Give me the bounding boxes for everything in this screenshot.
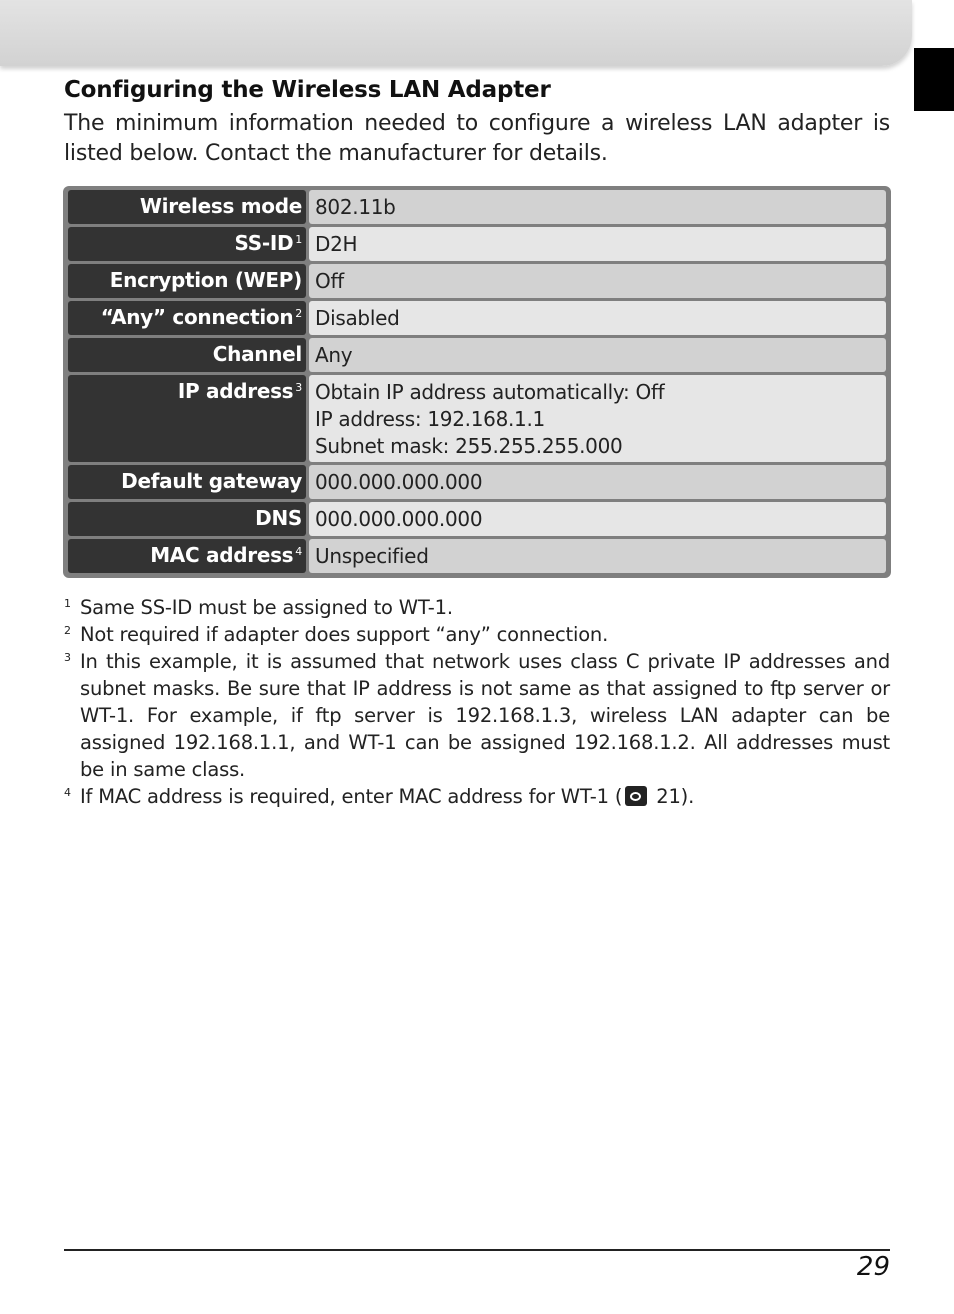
table-row (68, 301, 886, 335)
row-label-text: Encryption (WEP) (109, 268, 302, 292)
row-label-text: SS-ID (234, 231, 294, 255)
row-label-text: Default gateway (121, 469, 302, 493)
table-row (68, 338, 886, 372)
footnote-marker: 2 (295, 307, 302, 320)
row-label-text: “Any” connection (100, 305, 294, 329)
row-value-line: 000.000.000.000 (315, 507, 483, 531)
row-label (68, 190, 306, 224)
row-value-line: Disabled (315, 306, 400, 330)
row-label-text: DNS (255, 506, 302, 530)
row-label-text: MAC address (150, 543, 294, 567)
row-value (309, 264, 886, 298)
footnote-4 (64, 783, 890, 810)
row-value-line: D2H (315, 232, 358, 256)
row-label-text: Wireless mode (139, 194, 302, 218)
row-value-line: IP address: 192.168.1.1 (315, 407, 545, 431)
table-row (68, 190, 886, 224)
row-label-text: IP address (177, 379, 294, 403)
footnote-number: 2 (64, 624, 71, 637)
row-value (309, 375, 886, 462)
row-value (309, 338, 886, 372)
row-label (68, 227, 306, 261)
row-value-line: Subnet mask: 255.255.255.000 (315, 434, 623, 458)
row-value (309, 190, 886, 224)
table-row (68, 465, 886, 499)
intro-paragraph: The minimum information needed to configure a wireless LAN adapter is listed below. Contact the manufacturer for details. (64, 111, 890, 166)
footnote-text: In this example, it is assumed that network uses class C private IP addresses and subnet masks. Be sure that IP address is not same as that assigned to ftp server or WT-1. For example, if ftp server is 192.168.1.3, wireless LAN adapter can be assigned 192.168.1.1, and WT-1 can be assigned 192.168.1.2. All addresses must be in same class. (80, 650, 890, 781)
footnote-text (80, 783, 890, 810)
row-label (68, 502, 306, 536)
page-reference-icon (625, 786, 647, 806)
row-label (68, 338, 306, 372)
footnote-number: 4 (64, 786, 71, 799)
footnote-number: 1 (64, 597, 71, 610)
table-row (68, 539, 886, 573)
row-value-line: 802.11b (315, 195, 396, 219)
row-label (68, 264, 306, 298)
header-band (0, 0, 912, 66)
footnotes (64, 594, 890, 810)
table-row (68, 227, 886, 261)
row-value-line: Off (315, 269, 344, 293)
table-row (68, 502, 886, 536)
row-value (309, 539, 886, 573)
row-value (309, 465, 886, 499)
row-value-line: 000.000.000.000 (315, 470, 483, 494)
section-title: Configuring the Wireless LAN Adapter (64, 77, 551, 103)
table-row (68, 375, 886, 462)
row-label (68, 301, 306, 335)
footnote-2 (64, 621, 890, 648)
row-label (68, 539, 306, 573)
footnote-text: Not required if adapter does support “any” connection. (80, 623, 609, 646)
chapter-tab (914, 48, 954, 111)
settings-table (63, 186, 891, 578)
row-value-line: Any (315, 343, 353, 367)
page-number: 29 (856, 1252, 890, 1282)
footer-rule (64, 1249, 890, 1251)
row-value (309, 502, 886, 536)
footnote-text-before: If MAC address is required, enter MAC address for WT-1 ( (80, 785, 623, 808)
footnote-marker: 4 (295, 545, 302, 558)
footnote-1 (64, 594, 890, 621)
footnote-marker: 1 (295, 233, 302, 246)
footnote-number: 3 (64, 651, 71, 664)
row-label-text: Channel (212, 342, 302, 366)
footnote-text: Same SS-ID must be assigned to WT-1. (80, 596, 453, 619)
row-label (68, 375, 306, 462)
row-value (309, 227, 886, 261)
row-value (309, 301, 886, 335)
footnote-3 (64, 648, 890, 783)
footnote-marker: 3 (295, 381, 302, 394)
table-row (68, 264, 886, 298)
row-value-line: Unspecified (315, 544, 429, 568)
row-label (68, 465, 306, 499)
footnote-text-after: 21). (650, 785, 695, 808)
row-value-line: Obtain IP address automatically: Off (315, 380, 665, 404)
